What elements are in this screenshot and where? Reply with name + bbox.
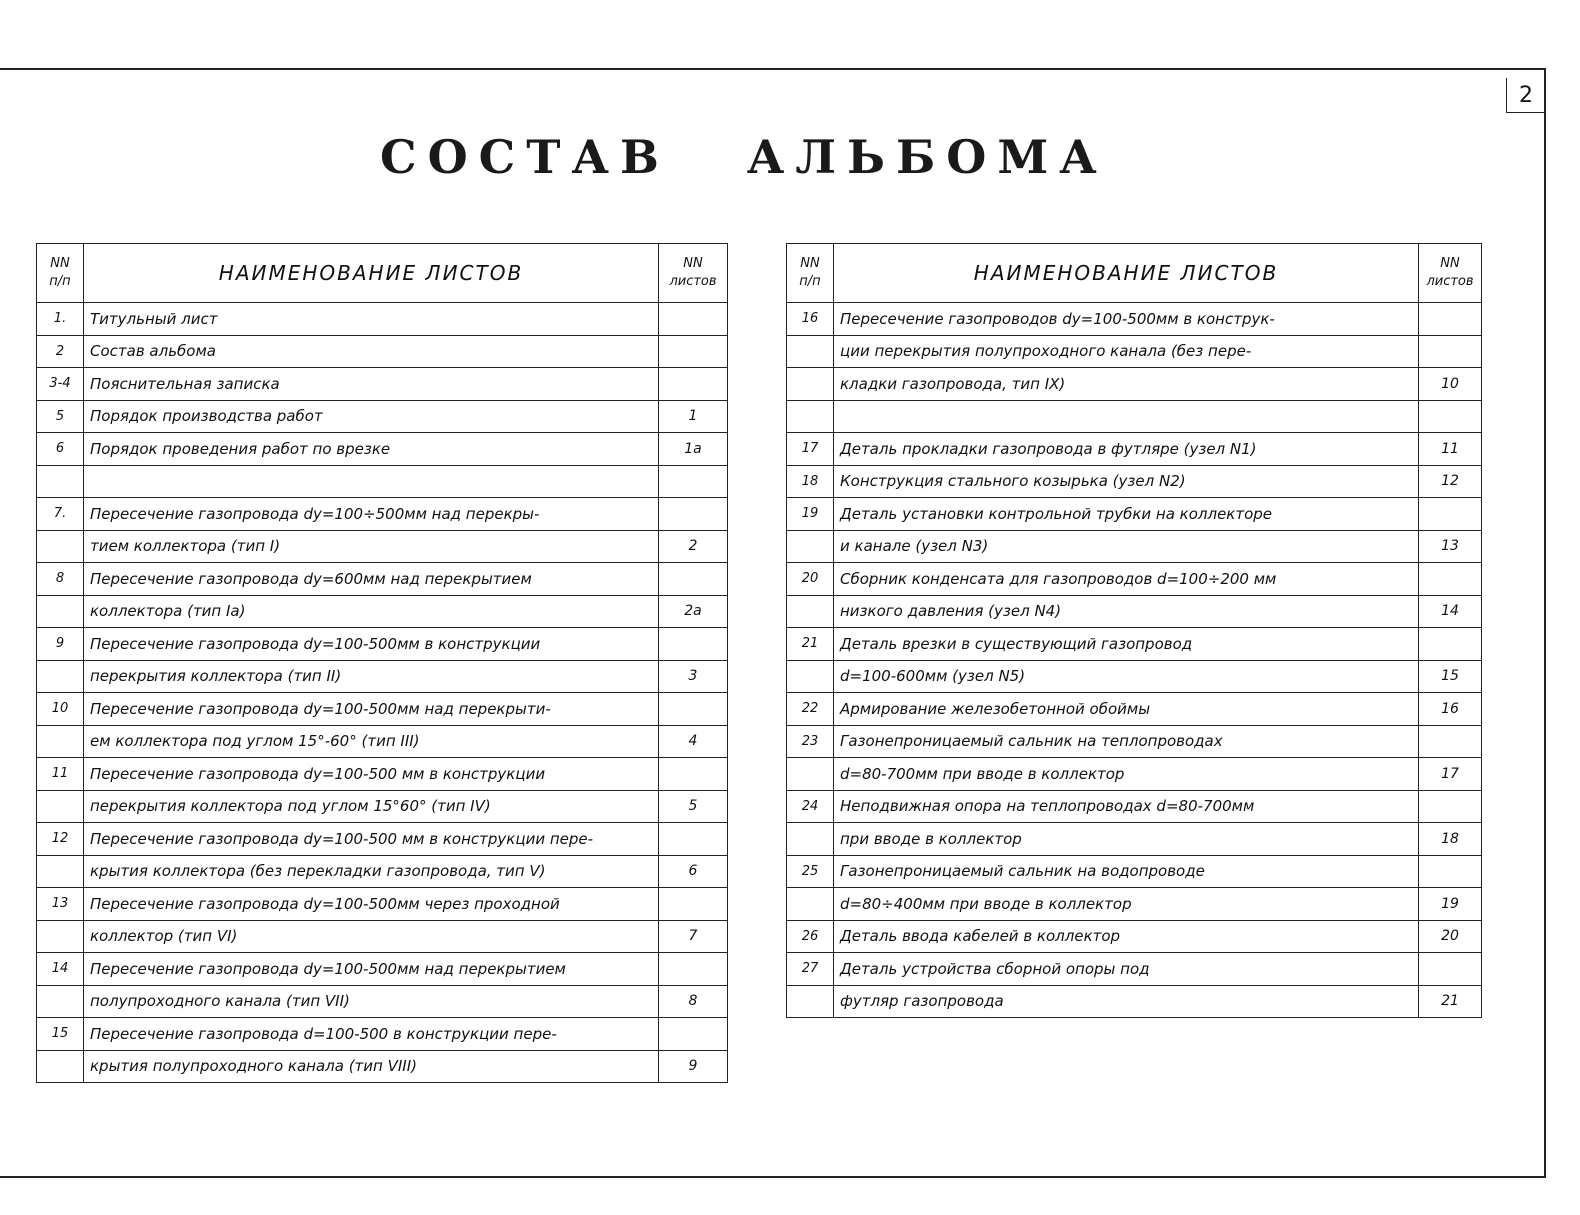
row-sheet: 19 xyxy=(1419,888,1482,921)
table-row xyxy=(37,790,728,823)
row-sheet: 10 xyxy=(1419,368,1482,401)
row-title: Пояснительная записка xyxy=(84,368,659,401)
row-title: коллектор (тип VI) xyxy=(84,920,659,953)
row-sheet: 15 xyxy=(1419,660,1482,693)
contents-table-left xyxy=(36,243,728,1083)
row-sheet: 2а xyxy=(659,595,728,628)
row-number: 15 xyxy=(37,1018,84,1051)
row-number xyxy=(37,725,84,758)
table-row xyxy=(787,888,1482,921)
row-number: 3-4 xyxy=(37,368,84,401)
row-number xyxy=(787,400,834,433)
row-title: Пересечение газопровода dy=100÷500мм над перекры- xyxy=(84,498,659,531)
row-number: 11 xyxy=(37,758,84,791)
table-row xyxy=(37,400,728,433)
header-name: НАИМЕНОВАНИЕ ЛИСТОВ xyxy=(84,244,659,303)
row-number: 8 xyxy=(37,563,84,596)
row-title: крытия коллектора (без перекладки газопровода, тип V) xyxy=(84,855,659,888)
row-title: Деталь установки контрольной трубки на коллекторе xyxy=(834,498,1419,531)
row-number xyxy=(787,530,834,563)
row-number: 26 xyxy=(787,920,834,953)
row-title: Пересечение газопровода dy=100-500 мм в конструкции пере- xyxy=(84,823,659,856)
header-sheet-line2: листов xyxy=(1426,274,1474,289)
table-row xyxy=(37,595,728,628)
row-number xyxy=(787,335,834,368)
table-row xyxy=(37,985,728,1018)
row-title: Пересечение газопровода dy=600мм над перекрытием xyxy=(84,563,659,596)
row-title: Пересечение газопроводов dy=100-500мм в конструк- xyxy=(834,303,1419,336)
row-sheet: 4 xyxy=(659,725,728,758)
row-number xyxy=(37,530,84,563)
table-row xyxy=(787,530,1482,563)
row-number xyxy=(37,855,84,888)
row-sheet: 5 xyxy=(659,790,728,823)
row-title: футляр газопровода xyxy=(834,985,1419,1018)
row-sheet xyxy=(1419,335,1482,368)
row-number: 24 xyxy=(787,790,834,823)
table-row xyxy=(787,368,1482,401)
row-sheet xyxy=(1419,563,1482,596)
row-title: ции перекрытия полупроходного канала (без пере- xyxy=(834,335,1419,368)
row-number: 2 xyxy=(37,335,84,368)
header-no xyxy=(787,244,834,303)
table-row xyxy=(37,335,728,368)
row-title: ем коллектора под углом 15°-60° (тип III) xyxy=(84,725,659,758)
table-row xyxy=(37,498,728,531)
row-sheet: 18 xyxy=(1419,823,1482,856)
row-title: Пересечение газопровода dy=100-500мм через проходной xyxy=(84,888,659,921)
row-number: 12 xyxy=(37,823,84,856)
row-number: 21 xyxy=(787,628,834,661)
row-title: Пересечение газопровода dy=100-500мм над перекрыти- xyxy=(84,693,659,726)
row-title: Газонепроницаемый сальник на теплопроводах xyxy=(834,725,1419,758)
row-title: Порядок проведения работ по врезке xyxy=(84,433,659,466)
row-title: Пересечение газопровода d=100-500 в конструкции пере- xyxy=(84,1018,659,1051)
row-sheet: 6 xyxy=(659,855,728,888)
title-word-1: СОСТАВ xyxy=(380,130,670,184)
row-sheet: 9 xyxy=(659,1050,728,1083)
row-sheet xyxy=(659,953,728,986)
row-sheet xyxy=(1419,400,1482,433)
header-sheet-line1: NN xyxy=(683,256,703,271)
table-row xyxy=(37,628,728,661)
row-sheet xyxy=(1419,953,1482,986)
table-row xyxy=(37,758,728,791)
row-sheet: 1а xyxy=(659,433,728,466)
table-row xyxy=(787,303,1482,336)
header-sheet-line1: NN xyxy=(1440,256,1460,271)
row-number xyxy=(787,758,834,791)
row-title: коллектора (тип Iа) xyxy=(84,595,659,628)
row-number: 22 xyxy=(787,693,834,726)
header-sheet-line2: листов xyxy=(669,274,717,289)
row-number: 10 xyxy=(37,693,84,726)
header-sheet xyxy=(659,244,728,303)
table-row xyxy=(37,888,728,921)
row-number xyxy=(787,368,834,401)
table-row xyxy=(787,953,1482,986)
table-row xyxy=(787,465,1482,498)
row-number: 18 xyxy=(787,465,834,498)
row-sheet: 21 xyxy=(1419,985,1482,1018)
row-sheet: 1 xyxy=(659,400,728,433)
header-no-line2: п/п xyxy=(799,274,821,289)
row-number: 25 xyxy=(787,855,834,888)
row-number: 19 xyxy=(787,498,834,531)
header-no-line2: п/п xyxy=(49,274,71,289)
table-row xyxy=(787,595,1482,628)
row-sheet: 11 xyxy=(1419,433,1482,466)
row-title: перекрытия коллектора под углом 15°60° (тип IV) xyxy=(84,790,659,823)
row-number: 23 xyxy=(787,725,834,758)
row-number xyxy=(787,595,834,628)
row-title: Титульный лист xyxy=(84,303,659,336)
row-sheet xyxy=(659,693,728,726)
table-row xyxy=(37,660,728,693)
row-sheet xyxy=(659,888,728,921)
row-sheet xyxy=(659,498,728,531)
row-sheet: 13 xyxy=(1419,530,1482,563)
sheet-number: 2 xyxy=(1506,78,1545,113)
row-title: перекрытия коллектора (тип II) xyxy=(84,660,659,693)
row-title: d=80-700мм при вводе в коллектор xyxy=(834,758,1419,791)
row-sheet: 8 xyxy=(659,985,728,1018)
table-row xyxy=(787,400,1482,433)
row-number xyxy=(37,595,84,628)
row-number xyxy=(787,660,834,693)
row-number: 20 xyxy=(787,563,834,596)
table-body-right xyxy=(787,303,1482,1018)
row-title: Сборник конденсата для газопроводов d=100÷200 мм xyxy=(834,563,1419,596)
table-row xyxy=(37,855,728,888)
table-row xyxy=(787,660,1482,693)
header-no-line1: NN xyxy=(800,256,820,271)
row-number: 16 xyxy=(787,303,834,336)
row-number xyxy=(37,985,84,1018)
row-sheet: 12 xyxy=(1419,465,1482,498)
row-sheet xyxy=(659,303,728,336)
table-row xyxy=(37,953,728,986)
table-row xyxy=(37,433,728,466)
row-number xyxy=(787,888,834,921)
table-body-left xyxy=(37,303,728,1083)
table-row xyxy=(787,823,1482,856)
row-number: 1. xyxy=(37,303,84,336)
row-sheet: 20 xyxy=(1419,920,1482,953)
row-sheet xyxy=(1419,725,1482,758)
row-title xyxy=(84,465,659,498)
table-row xyxy=(787,725,1482,758)
row-number: 9 xyxy=(37,628,84,661)
row-sheet xyxy=(659,465,728,498)
row-number xyxy=(37,920,84,953)
row-sheet: 16 xyxy=(1419,693,1482,726)
header-sheet xyxy=(1419,244,1482,303)
row-number: 6 xyxy=(37,433,84,466)
row-sheet: 17 xyxy=(1419,758,1482,791)
row-number: 27 xyxy=(787,953,834,986)
row-sheet xyxy=(659,823,728,856)
header-no-line1: NN xyxy=(50,256,70,271)
table-row xyxy=(787,790,1482,823)
row-number: 5 xyxy=(37,400,84,433)
row-number: 7. xyxy=(37,498,84,531)
table-row xyxy=(787,985,1482,1018)
row-title: Деталь прокладки газопровода в футляре (узел N1) xyxy=(834,433,1419,466)
row-sheet xyxy=(1419,303,1482,336)
row-sheet: 14 xyxy=(1419,595,1482,628)
row-title: d=80÷400мм при вводе в коллектор xyxy=(834,888,1419,921)
row-sheet xyxy=(659,1018,728,1051)
row-sheet xyxy=(659,335,728,368)
table-row xyxy=(787,758,1482,791)
row-title: при вводе в коллектор xyxy=(834,823,1419,856)
row-number xyxy=(787,823,834,856)
table-row xyxy=(37,563,728,596)
table-header-row xyxy=(787,244,1482,303)
row-title: Пересечение газопровода dy=100-500мм над перекрытием xyxy=(84,953,659,986)
row-number: 13 xyxy=(37,888,84,921)
row-title: Порядок производства работ xyxy=(84,400,659,433)
table-row xyxy=(787,335,1482,368)
page-title xyxy=(380,130,1140,190)
table-row xyxy=(787,498,1482,531)
table-row xyxy=(37,303,728,336)
table-row xyxy=(37,920,728,953)
row-title: полупроходного канала (тип VII) xyxy=(84,985,659,1018)
table-row xyxy=(787,855,1482,888)
table-row xyxy=(787,563,1482,596)
row-sheet xyxy=(659,563,728,596)
table-row xyxy=(37,725,728,758)
row-title: Состав альбома xyxy=(84,335,659,368)
row-number xyxy=(37,660,84,693)
row-title: крытия полупроходного канала (тип VIII) xyxy=(84,1050,659,1083)
table-row xyxy=(37,368,728,401)
row-number xyxy=(37,790,84,823)
row-sheet xyxy=(1419,855,1482,888)
row-number xyxy=(37,465,84,498)
row-number xyxy=(787,985,834,1018)
table-row xyxy=(787,693,1482,726)
row-number: 17 xyxy=(787,433,834,466)
table-row xyxy=(787,920,1482,953)
table-row xyxy=(37,1018,728,1051)
row-sheet xyxy=(1419,498,1482,531)
row-title: Пересечение газопровода dy=100-500мм в конструкции xyxy=(84,628,659,661)
row-title: кладки газопровода, тип IX) xyxy=(834,368,1419,401)
row-title: Деталь врезки в существующий газопровод xyxy=(834,628,1419,661)
row-title: тием коллектора (тип I) xyxy=(84,530,659,563)
table-row xyxy=(37,823,728,856)
table-row xyxy=(787,628,1482,661)
row-sheet: 7 xyxy=(659,920,728,953)
row-title xyxy=(834,400,1419,433)
row-title: и канале (узел N3) xyxy=(834,530,1419,563)
row-sheet xyxy=(659,628,728,661)
title-word-2: АЛЬБОМА xyxy=(746,130,1108,184)
table-row xyxy=(787,433,1482,466)
row-number: 14 xyxy=(37,953,84,986)
drawing-frame-top xyxy=(0,68,1546,70)
row-number xyxy=(37,1050,84,1083)
table-header-row xyxy=(37,244,728,303)
row-sheet xyxy=(659,758,728,791)
table-row xyxy=(37,1050,728,1083)
contents-table-right xyxy=(786,243,1482,1018)
row-title: низкого давления (узел N4) xyxy=(834,595,1419,628)
row-sheet xyxy=(1419,790,1482,823)
row-title: Деталь устройства сборной опоры под xyxy=(834,953,1419,986)
table-row xyxy=(37,530,728,563)
drawing-frame-right xyxy=(1544,68,1546,1178)
row-sheet: 3 xyxy=(659,660,728,693)
row-sheet: 2 xyxy=(659,530,728,563)
header-no xyxy=(37,244,84,303)
table-row xyxy=(37,693,728,726)
row-title: Конструкция стального козырька (узел N2) xyxy=(834,465,1419,498)
table-row xyxy=(37,465,728,498)
row-sheet xyxy=(1419,628,1482,661)
row-sheet xyxy=(659,368,728,401)
row-title: Неподвижная опора на теплопроводах d=80-700мм xyxy=(834,790,1419,823)
row-title: Армирование железобетонной обоймы xyxy=(834,693,1419,726)
row-title: Пересечение газопровода dy=100-500 мм в конструкции xyxy=(84,758,659,791)
row-title: Газонепроницаемый сальник на водопроводе xyxy=(834,855,1419,888)
header-name: НАИМЕНОВАНИЕ ЛИСТОВ xyxy=(834,244,1419,303)
row-title: Деталь ввода кабелей в коллектор xyxy=(834,920,1419,953)
drawing-frame-bottom xyxy=(0,1176,1546,1178)
row-title: d=100-600мм (узел N5) xyxy=(834,660,1419,693)
